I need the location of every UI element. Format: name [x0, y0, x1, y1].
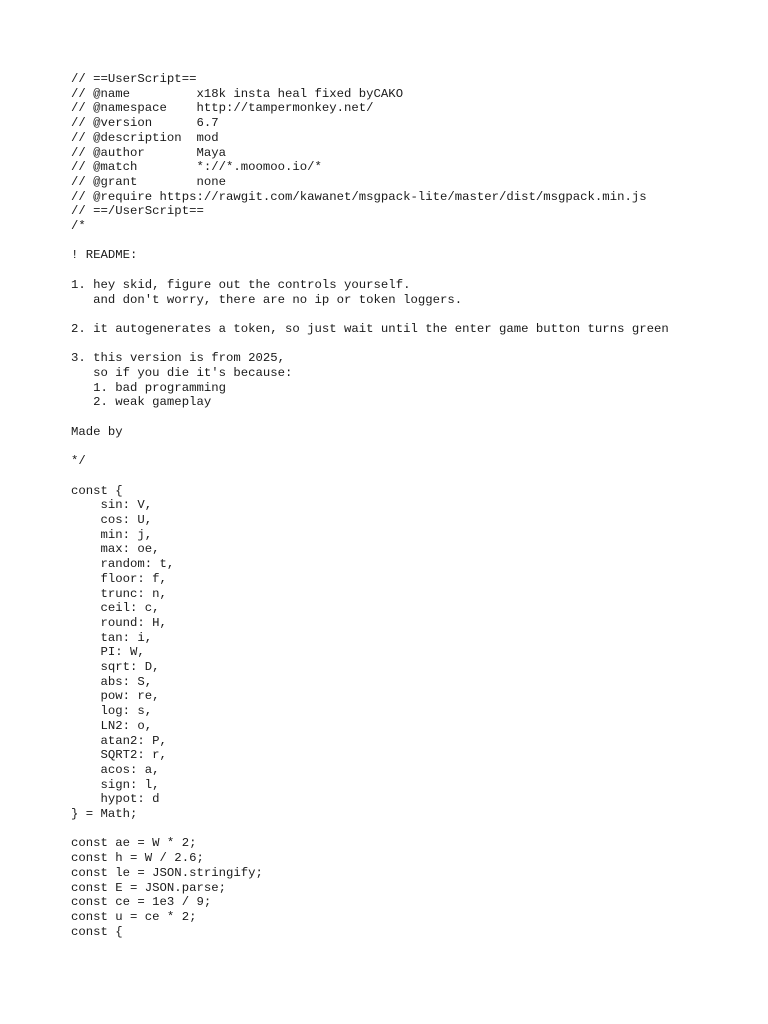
code-line: sign: l,: [71, 777, 160, 792]
code-line: // @match *://*.moomoo.io/*: [71, 160, 322, 175]
code-line: 1. bad programming: [71, 380, 226, 395]
code-line: // @author Maya: [71, 145, 226, 160]
code-line: max: oe,: [71, 542, 160, 557]
code-line: atan2: P,: [71, 733, 167, 748]
code-line: PI: W,: [71, 645, 145, 660]
code-line: [71, 234, 768, 249]
code-line: round: H,: [71, 615, 167, 630]
code-line: [71, 307, 768, 322]
code-line: 3. this version is from 2025,: [71, 351, 286, 366]
code-line: // @description mod: [71, 130, 219, 145]
code-line: LN2: o,: [71, 718, 153, 733]
code-line: // @version 6.7: [71, 116, 219, 131]
code-line: min: j,: [71, 527, 153, 542]
code-line: [71, 440, 768, 455]
code-line: [71, 337, 768, 352]
code-line: 1. hey skid, figure out the controls yourself.: [71, 277, 411, 292]
code-line: const ae = W * 2;: [71, 836, 197, 851]
code-line: floor: f,: [71, 571, 167, 586]
code-line: [71, 410, 768, 425]
code-line: random: t,: [71, 557, 175, 572]
code-line: const u = ce * 2;: [71, 909, 197, 924]
code-line: log: s,: [71, 704, 153, 719]
code-line: trunc: n,: [71, 586, 167, 601]
code-line: // ==/UserScript==: [71, 204, 204, 219]
code-line: so if you die it's because:: [71, 366, 293, 380]
code-line: const {: [71, 483, 123, 498]
code-line: 2. it autogenerates a token, so just wait until the enter game button turns green: [71, 321, 669, 336]
code-line: // @name x18k insta heal fixed byCAKO: [71, 86, 404, 101]
code-line: [71, 263, 768, 278]
code-line: */: [71, 454, 86, 469]
code-line: 2. weak gameplay: [71, 395, 212, 410]
code-line: } = Math;: [71, 807, 138, 822]
code-line: sin: V,: [71, 498, 153, 513]
code-line: const E = JSON.parse;: [71, 880, 226, 895]
code-line: const le = JSON.stringify;: [71, 865, 263, 880]
code-line: cos: U,: [71, 512, 153, 527]
code-line: abs: S,: [71, 674, 153, 689]
code-line: sqrt: D,: [71, 660, 160, 675]
code-line: const h = W / 2.6;: [71, 851, 204, 866]
code-line: [71, 469, 768, 484]
code-line: const ce = 1e3 / 9;: [71, 895, 212, 910]
code-line: ! README:: [71, 248, 138, 263]
code-line: hypot: d: [71, 792, 160, 807]
code-line: Made by: [71, 424, 123, 439]
code-line: // ==UserScript==: [71, 72, 197, 86]
code-line: SQRT2: r,: [71, 748, 167, 763]
code-line: /*: [71, 219, 86, 234]
code-line: and don't worry, there are no ip or token loggers.: [71, 292, 463, 307]
code-line: [71, 822, 768, 837]
code-line: // @grant none: [71, 174, 226, 189]
code-line: // @require https://rawgit.com/kawanet/msgpack-lite/master/dist/msgpack.min.js: [71, 189, 647, 204]
code-line: pow: re,: [71, 689, 160, 704]
code-line: // @namespace http://tampermonkey.net/: [71, 101, 374, 116]
code-line: acos: a,: [71, 762, 160, 777]
code-line: ceil: c,: [71, 601, 160, 616]
code-block: [71, 72, 768, 939]
code-line: const {: [71, 924, 123, 939]
code-line: tan: i,: [71, 630, 153, 645]
document-page: [71, 72, 768, 939]
